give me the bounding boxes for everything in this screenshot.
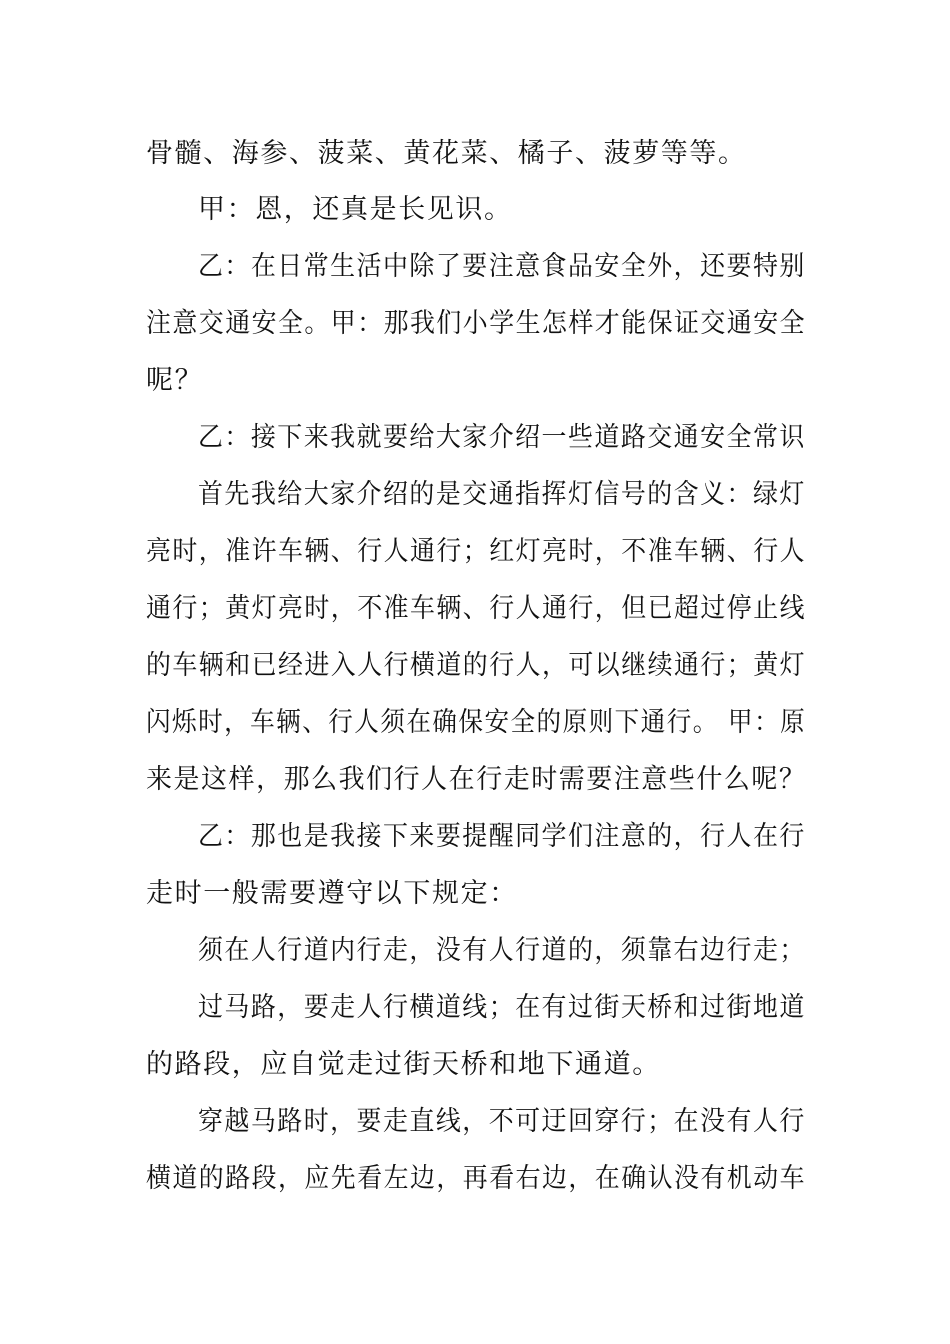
text-line: 通行；黄灯亮时，不准车辆、行人通行，但已超过停止线	[146, 593, 806, 624]
text-line: 甲：恩，还真是长见识。	[198, 194, 513, 225]
text-line: 闪烁时，车辆、行人须在确保安全的原则下通行。 甲：原	[146, 707, 807, 738]
text-line: 过马路，要走人行横道线；在有过街天桥和过街地道	[198, 992, 806, 1023]
text-line: 呢？	[146, 365, 204, 396]
text-line: 的车辆和已经进入人行横道的行人，可以继续通行；黄灯	[146, 650, 806, 681]
text-line: 骨髓、海参、菠菜、黄花菜、橘子、菠萝等等。	[146, 138, 747, 169]
text-line: 注意交通安全。甲：那我们小学生怎样才能保证交通安全	[146, 308, 806, 339]
text-line: 首先我给大家介绍的是交通指挥灯信号的含义：绿灯	[198, 479, 806, 510]
text-line: 乙：在日常生活中除了要注意食品安全外，还要特别	[198, 251, 806, 282]
text-line: 穿越马路时，要走直线，不可迂回穿行；在没有人行	[198, 1106, 806, 1137]
text-line: 来是这样，那么我们行人在行走时需要注意些什么呢？	[146, 764, 807, 795]
text-line: 的路段，应自觉走过街天桥和地下通道。	[146, 1049, 661, 1080]
text-line: 乙：那也是我接下来要提醒同学们注意的，行人在行	[198, 821, 806, 852]
text-line: 亮时，准许车辆、行人通行；红灯亮时，不准车辆、行人	[146, 536, 806, 567]
text-line: 须在人行道内行走，没有人行道的，须靠右边行走；	[198, 935, 806, 966]
text-line: 横道的路段，应先看左边，再看右边，在确认没有机动车	[146, 1163, 806, 1194]
text-line: 乙：接下来我就要给大家介绍一些道路交通安全常识	[198, 422, 806, 453]
text-line: 走时一般需要遵守以下规定：	[146, 878, 518, 909]
